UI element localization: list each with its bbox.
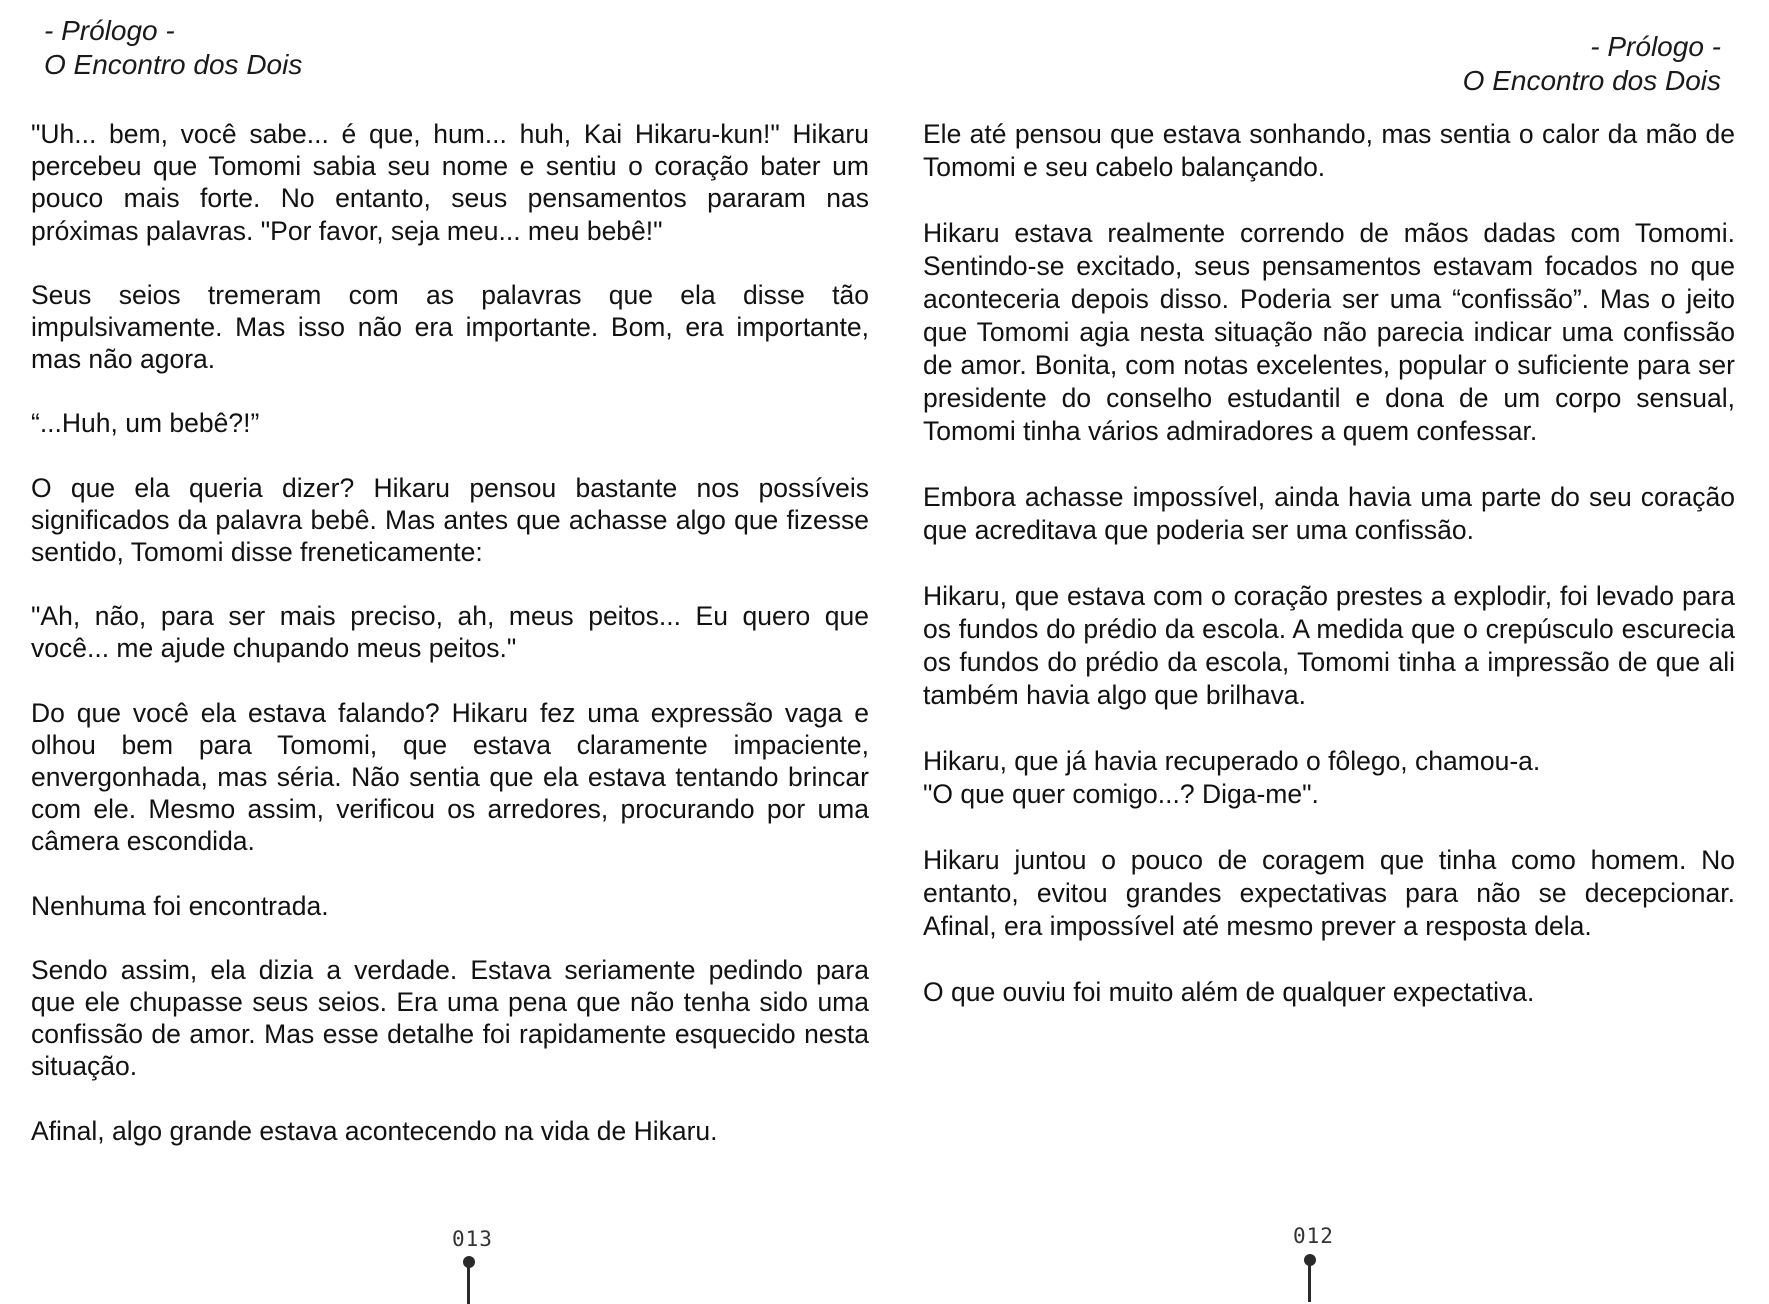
paragraph: Ele até pensou que estava sonhando, mas sentia o calor da mão de Tomomi e seu cabelo balançando. (923, 119, 1735, 182)
folio-line (467, 1264, 470, 1304)
paragraph: “...Huh, um bebê?!” (31, 408, 260, 439)
paragraph: Sendo assim, ela dizia a verdade. Estava seriamente pedindo para que ele chupasse seus seios. Era uma pena que não tenha sido uma confissão de amor. Mas esse detalhe foi rapidamente esquecido nesta situação. (31, 954, 869, 1082)
chapter-header (1463, 30, 1721, 98)
paragraph: O que ouviu foi muito além de qualquer expectativa. (923, 977, 1535, 1007)
paragraph: Hikaru, que já havia recuperado o fôlego, chamou-a. (923, 746, 1541, 776)
chapter-label: - Prólogo - (1590, 31, 1721, 62)
page-number: 013 (452, 1227, 493, 1251)
paragraph: Do que você ela estava falando? Hikaru fez uma expressão vaga e olhou bem para Tomomi, que estava claramente impaciente, envergonhada, mas séria. Não sentia que ela estava tentando brincar com ele. Mesmo assim, verificou os arredores, procurando por uma câmera escondida. (31, 697, 869, 857)
paragraph: Afinal, algo grande estava acontecendo na vida de Hikaru. (31, 1115, 718, 1146)
right-page (898, 0, 1769, 1295)
paragraph: "Uh... bem, você sabe... é que, hum... huh, Kai Hikaru-kun!" Hikaru percebeu que Tomomi sabia seu nome e sentiu o coração bater um pouco mais forte. No entanto, seus pensamentos pararam nas próximas palavras. "Por favor, seja meu... meu bebê!" (31, 119, 869, 246)
paragraph: Hikaru juntou o pouco de coragem que tinha como homem. No entanto, evitou grandes expectativas para não se decepcionar. Afinal, era impossível até mesmo prever a resposta dela. (923, 845, 1735, 941)
body-text (31, 118, 869, 1179)
paragraph: "Ah, não, para ser mais preciso, ah, meus peitos... Eu quero que você... me ajude chupando meus peitos." (31, 601, 869, 664)
paragraph: Seus seios tremeram com as palavras que ela disse tão impulsivamente. Mas isso não era importante. Bom, era importante, mas não agora. (31, 279, 869, 375)
chapter-label: - Prólogo - (44, 15, 175, 46)
paragraph: Embora achasse impossível, ainda havia uma parte do seu coração que acreditava que poderia ser uma confissão. (923, 482, 1735, 545)
paragraph: Nenhuma foi encontrada. (31, 890, 329, 921)
body-text (923, 118, 1735, 1042)
chapter-title: O Encontro dos Dois (44, 49, 303, 80)
chapter-title: O Encontro dos Dois (1462, 65, 1721, 96)
paragraph: "O que quer comigo...? Diga-me". (923, 779, 1319, 809)
folio-line (1308, 1262, 1311, 1302)
paragraph: Hikaru, que estava com o coração prestes a explodir, foi levado para os fundos do prédio da escola. A medida que o crepúsculo escurecia os fundos do prédio da escola, Tomomi tinha a impressão de que ali também havia algo que brilhava. (923, 581, 1735, 710)
paragraph: O que ela queria dizer? Hikaru pensou bastante nos possíveis significados da palavra bebê. Mas antes que achasse algo que fizesse sentido, Tomomi disse freneticamente: (31, 472, 869, 568)
paragraph: Hikaru estava realmente correndo de mãos dadas com Tomomi. Sentindo-se excitado, seus pensamentos estavam focados no que aconteceria depois disso. Poderia ser uma “confissão”. Mas o jeito que Tomomi agia nesta situação não parecia indicar uma confissão de amor. Bonita, com notas excelentes, popular o suficiente para ser presidente do conselho estudantil e dona de um corpo sensual, Tomomi tinha vários admiradores a quem confessar. (923, 218, 1735, 446)
page-number: 012 (1293, 1224, 1334, 1248)
chapter-header (44, 14, 302, 82)
